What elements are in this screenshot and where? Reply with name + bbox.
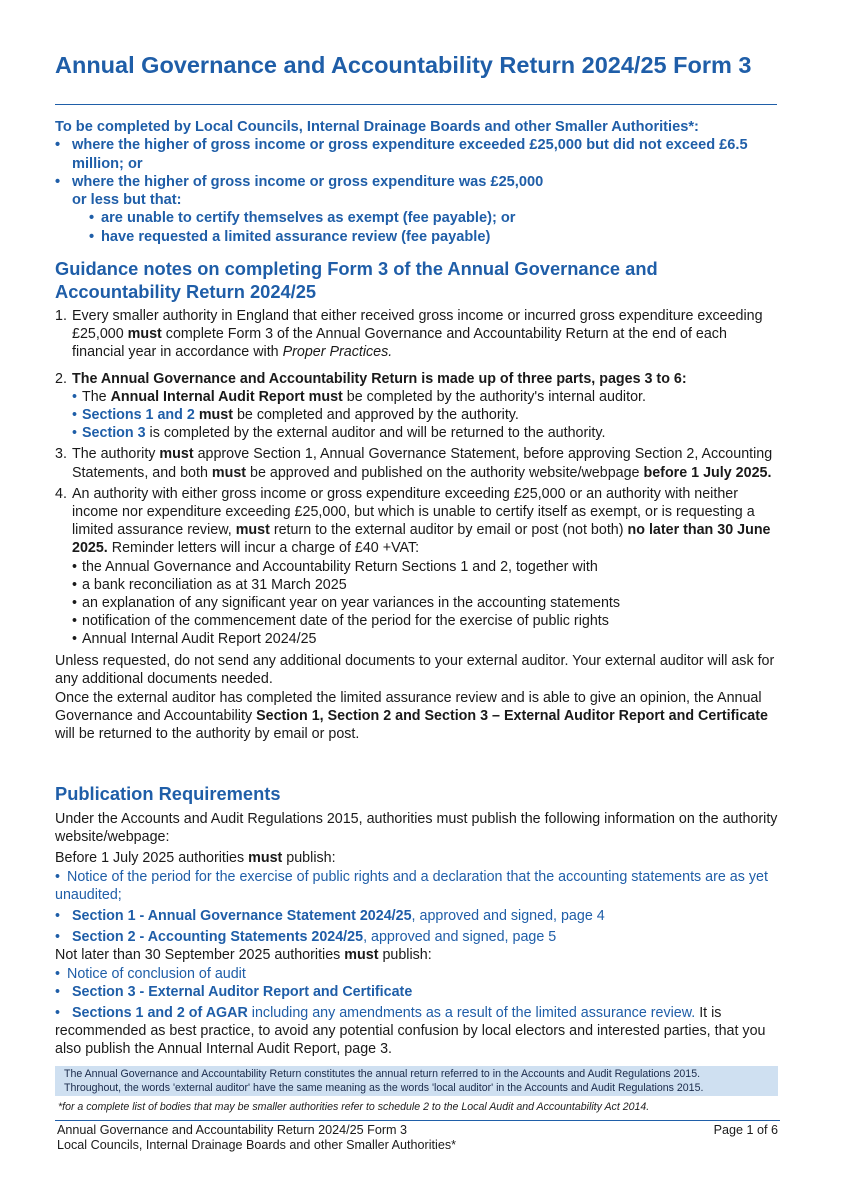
note4-item: • Annual Internal Audit Report 2024/25	[72, 631, 317, 648]
intro-subbullet: • are unable to certify themselves as exempt (fee payable); or	[89, 210, 516, 227]
note4-item: • a bank reconciliation as at 31 March 2025	[72, 576, 347, 593]
footer-line: Annual Governance and Accountability Return 2024/25 Form 3	[57, 1123, 408, 1137]
publication-bullet: • Sections 1 and 2 of AGAR including any amendments as a result of the limited assurance review. It is recommended as best practice, to avoid any potential confusion by local electors and interested parties, that you also publish the Annual Internal Audit Report, page 3.	[55, 1005, 766, 1058]
intro-lead: To be completed by Local Councils, Internal Drainage Boards and other Smaller Authorities*:	[55, 119, 699, 135]
note2-bullet: • Section 3 is completed by the external auditor and will be returned to the authority.	[72, 425, 606, 442]
guidance-heading: Guidance notes on completing Form 3 of the Annual Governance and Accountability Return 2024/25	[55, 258, 658, 302]
page-title: Annual Governance and Accountability Return 2024/25 Form 3	[55, 52, 752, 78]
publication-bullet: • Section 3 - External Auditor Report and Certificate	[55, 983, 413, 1000]
page-number: Page 1 of 6	[713, 1123, 778, 1137]
guidance-note-2: 2. The Annual Governance and Accountability Return is made up of three parts, pages 3 to 6: • The Annual Internal Audit Report must be completed by the authority's internal auditor. • Sections 1 and 2 must be completed and approved by the authority. • Section 3 is completed by the external auditor and will be returned to the authority.	[55, 370, 780, 443]
footer-text	[57, 1123, 456, 1152]
note-line: The Annual Governance and Accountability Return constitutes the annual return referred to in the Accounts and Audit Regulations 2015.	[64, 1068, 701, 1080]
once-paragraph: Once the external auditor has completed the limited assurance review and is able to give an opinion, the Annual Governance and Accountability Section 1, Section 2 and Section 3 – External Auditor Report and Certificate will be returned to the authority by email or post.	[55, 690, 768, 743]
footnote: *for a complete list of bodies that may be smaller authorities refer to schedule 2 to the Local Audit and Accountability Act 2014.	[58, 1101, 650, 1113]
publication-bullet: • Section 2 - Accounting Statements 2024/25, approved and signed, page 5	[55, 929, 557, 946]
publication-bullet: • Notice of conclusion of audit	[55, 965, 246, 982]
footer-line: Local Councils, Internal Drainage Boards and other Smaller Authorities*	[57, 1137, 457, 1152]
guidance-note-4: 4. An authority with either gross income or gross expenditure exceeding £25,000 or an authority with neither income nor expenditure exceeding £25,000, but which is unable to certify itself as exempt, or is requesting a limited assurance review, must return to the external auditor by email or post (not both) no later than 30 June 2025. Reminder letters will incur a charge of £40 +VAT: • the Annual Governance and Accountability Return Sections 1 and 2, together with • a bank reconciliation as at 31 March 2025 • an explanation of any significant year on year variances in the accounting statements • notification of the commencement date of the period for the exercise of public rights • Annual Internal Audit Report 2024/25	[55, 485, 780, 649]
unless-paragraph: Unless requested, do not send any additional documents to your external auditor. Your external auditor will ask for any additional documents needed.	[55, 652, 775, 687]
publication-bullet: • Section 1 - Annual Governance Statement 2024/25, approved and signed, page 4	[55, 908, 605, 925]
intro-subbullet: • have requested a limited assurance review (fee payable)	[89, 228, 491, 245]
before-deadline: Before 1 July 2025 authorities must publish:	[55, 850, 336, 867]
title-divider	[55, 104, 777, 105]
note4-item: • the Annual Governance and Accountability Return Sections 1 and 2, together with	[72, 558, 598, 575]
guidance-note-1: 1. Every smaller authority in England that either received gross income or incurred gross expenditure exceeding £25,000 must complete Form 3 of the Annual Governance and Accountability Return at the end of each financial year in accordance with Proper Practices.	[55, 308, 763, 361]
publication-heading: Publication Requirements	[55, 783, 281, 804]
note2-bullet: • Sections 1 and 2 must be completed and approved by the authority.	[72, 407, 519, 424]
guidance-notes	[55, 307, 780, 745]
note2-bullet: • The Annual Internal Audit Report must be completed by the authority's internal auditor.	[72, 388, 646, 405]
regulation-note-box	[55, 1066, 778, 1096]
note-line: Throughout, the words 'external auditor' have the same meaning as the words 'local auditor' in the Accounts and Audit Regulations 2015.	[64, 1082, 704, 1094]
intro-section	[55, 118, 780, 246]
notlater-deadline: Not later than 30 September 2025 authorities must publish:	[55, 947, 432, 964]
note4-item: • notification of the commencement date of the period for the exercise of public rights	[72, 613, 609, 630]
intro-sublist	[72, 209, 780, 246]
publication-section	[55, 810, 780, 1059]
intro-bullet: • where the higher of gross income or gross expenditure was £25,000 or less but that: • are unable to certify themselves as exempt (fee payable); or • have requested a limited assurance review (fee payable)	[55, 173, 780, 246]
note4-item: • an explanation of any significant year on year variances in the accounting statements	[72, 595, 621, 612]
intro-bullet: • where the higher of gross income or gross expenditure exceeded £25,000 but did not exceed £6.5 million; or	[55, 137, 748, 172]
intro-list	[55, 136, 780, 246]
footer-divider	[55, 1120, 780, 1121]
publication-bullet: • Notice of the period for the exercise of public rights and a declaration that the accounting statements are as yet unaudited;	[55, 868, 768, 903]
guidance-note-3: 3. The authority must approve Section 1, Annual Governance Statement, before approving Section 2, Accounting Statements, and both must be approved and published on the authority website/webpage before 1 July 2025.	[55, 446, 773, 481]
publication-intro: Under the Accounts and Audit Regulations 2015, authorities must publish the following information on the authority website/webpage:	[55, 811, 778, 846]
